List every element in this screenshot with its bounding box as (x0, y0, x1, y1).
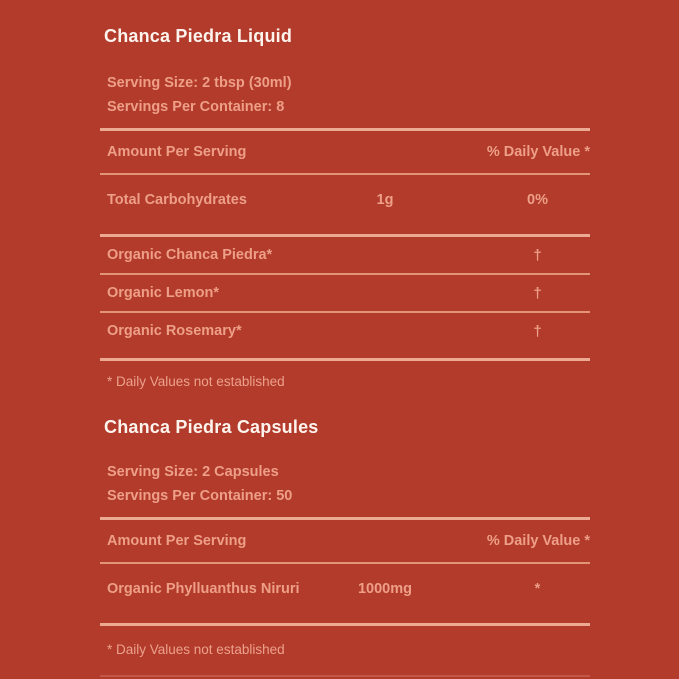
column-header-amount: Amount Per Serving (107, 144, 247, 160)
ingredient-row (100, 175, 590, 225)
serving-info (107, 72, 590, 119)
ingredient-daily-value: * (534, 581, 541, 597)
ingredient-row (100, 237, 590, 273)
divider-thick (100, 358, 590, 361)
serving-size-line: Serving Size: 2 Capsules (107, 464, 279, 480)
ingredient-label: Organic Rosemary* (107, 323, 242, 339)
ingredient-label: Organic Chanca Piedra* (107, 247, 273, 263)
ingredient-row (100, 275, 590, 311)
section-title-liquid: Chanca Piedra Liquid (104, 26, 293, 46)
dagger-symbol: † (533, 246, 542, 264)
label-content (100, 26, 590, 677)
section-title-capsules: Chanca Piedra Capsules (104, 417, 319, 437)
liquid-facts-section (100, 26, 590, 390)
ingredient-daily-value: 0% (527, 192, 548, 208)
ingredient-row (100, 564, 590, 614)
ingredient-label: Organic Lemon* (107, 285, 219, 301)
ingredient-label: Total Carbohydrates (107, 192, 247, 208)
servings-per-container-line: Servings Per Container: 50 (107, 487, 293, 504)
dagger-symbol: † (533, 322, 542, 340)
divider-faint (100, 675, 590, 677)
column-header-daily-value: % Daily Value * (486, 533, 590, 549)
divider-thick (100, 623, 590, 626)
ingredient-row (100, 313, 590, 349)
ingredient-amount: 1000mg (357, 581, 412, 597)
daily-values-footnote: * Daily Values not established (107, 642, 285, 657)
dagger-symbol: † (533, 284, 542, 302)
capsules-facts-section (100, 417, 590, 658)
serving-size-line: Serving Size: 2 tbsp (30ml) (107, 75, 292, 91)
ingredient-amount: 1g (376, 192, 394, 208)
servings-per-container-line: Servings Per Container: 8 (107, 98, 285, 115)
ingredient-label: Organic Phylluanthus Niruri (107, 581, 300, 597)
column-header-amount: Amount Per Serving (107, 533, 247, 549)
column-header-row (100, 131, 590, 173)
serving-info (107, 461, 590, 508)
column-header-daily-value: % Daily Value * (486, 144, 590, 160)
column-header-row (100, 520, 590, 562)
daily-values-footnote: * Daily Values not established (107, 374, 285, 389)
